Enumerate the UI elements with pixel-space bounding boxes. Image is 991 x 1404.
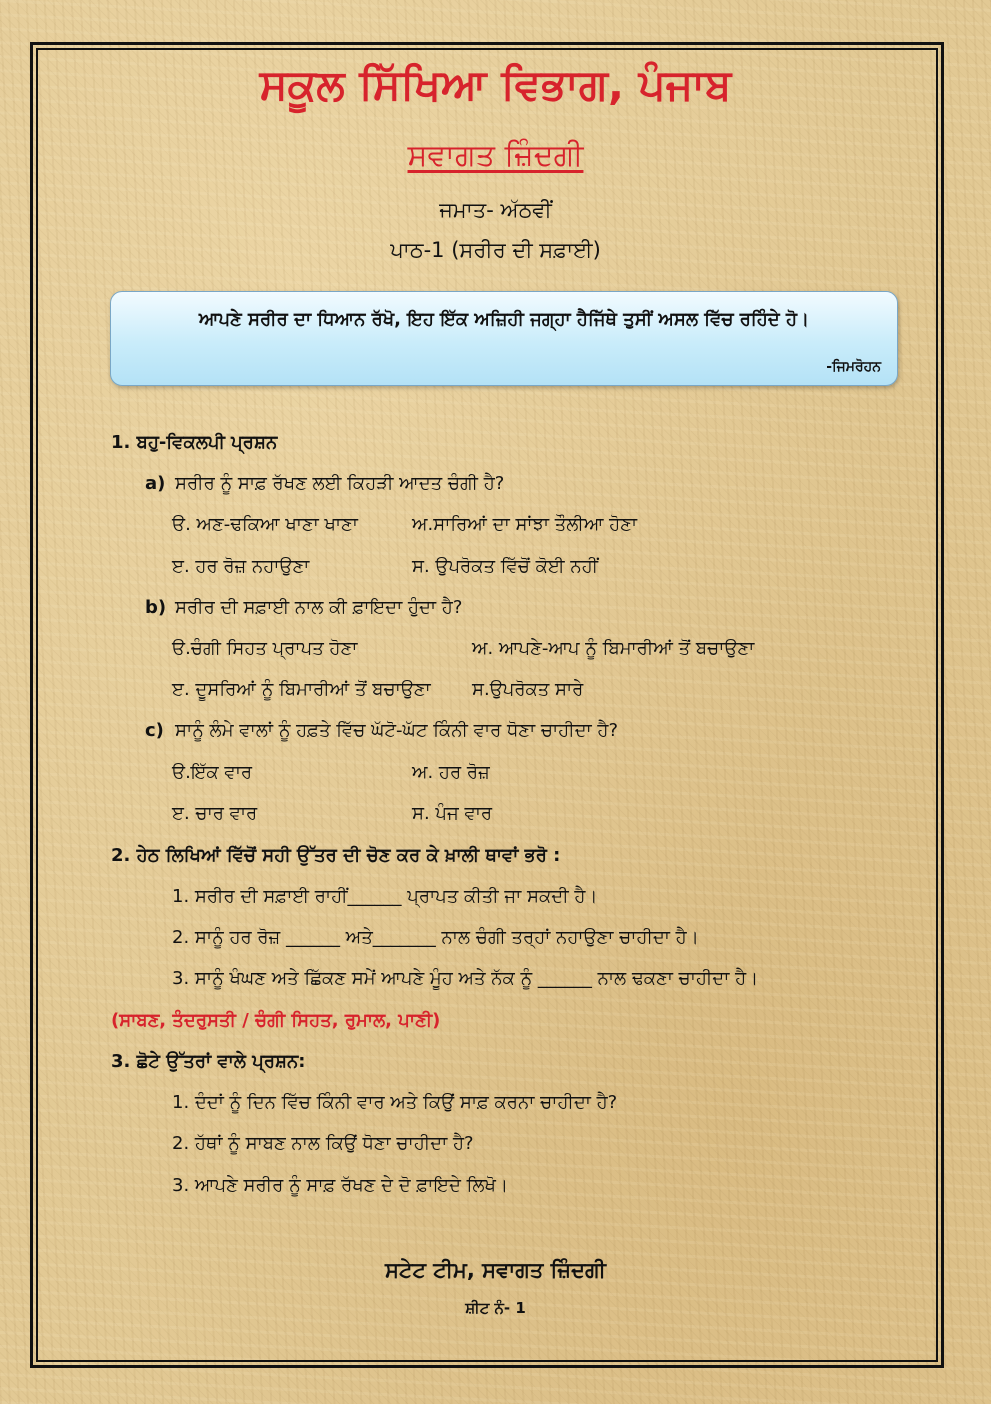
option-b2: ਅ. ਆਪਣੇ-ਆਪ ਨੂੰ ਬਿਮਾਰੀਆਂ ਤੋਂ ਬਚਾਉਣਾ [472,638,755,659]
section3-heading: 3. ਛੋਟੇ ਉੱਤਰਾਂ ਵਾਲੇ ਪ੍ਰਸ਼ਨ: [111,1051,306,1072]
option-a4: ਸ. ਉਪਰੋਕਤ ਵਿੱਚੋਂ ਕੋਈ ਨਹੀਂ [412,556,599,577]
option-c3: ੲ. ਚਾਰ ਵਾਰ [172,803,258,824]
quote-author: -ਜਿਮਰੋਹਨ [826,359,881,375]
quote-box [110,291,898,386]
option-c4: ਸ. ਪੰਜ ਵਾਰ [412,803,493,824]
fill-blank-item: 2. ਸਾਨੂੰ ਹਰ ਰੋਜ਼ ______ ਅਤੇ_______ ਨਾਲ ਚੰਗੀ ਤਰ੍ਹਾਂ ਨਹਾਉਣਾ ਚਾਹੀਦਾ ਹੈ। [172,927,699,948]
short-answer-item: 1. ਦੰਦਾਂ ਨੂੰ ਦਿਨ ਵਿੱਚ ਕਿੰਨੀ ਵਾਰ ਅਤੇ ਕਿਉਂ ਸਾਫ਼ ਕਰਨਾ ਚਾਹੀਦਾ ਹੈ? [172,1092,618,1113]
question-a [145,473,504,494]
quote-text: ਆਪਣੇ ਸਰੀਰ ਦਾ ਧਿਆਨ ਰੱਖੋ, ਇਹ ਇੱਕ ਅਜ਼ਿਹੀ ਜਗ੍ਹਾ ਹੈਜਿੱਥੇ ਤੁਸੀਂ ਅਸਲ ਵਿੱਚ ਰਹਿੰਦੇ ਹੋ। [198,309,810,330]
question-label: a) [145,473,166,494]
option-b1: ੳ.ਚੰਗੀ ਸਿਹਤ ਪ੍ਰਾਪਤ ਹੋਣਾ [172,638,358,659]
question-b [145,597,462,618]
program-subtitle: ਸਵਾਗਤ ਜ਼ਿੰਦਗੀ [407,138,584,173]
section1-heading: 1. ਬਹੁ-ਵਿਕਲਪੀ ਪ੍ਰਸ਼ਨ [111,432,278,453]
question-text: ਸਰੀਰ ਦੀ ਸਫ਼ਾਈ ਨਾਲ ਕੀ ਫ਼ਾਇਦਾ ਹੁੰਦਾ ਹੈ? [175,597,463,618]
short-answer-item: 3. ਆਪਣੇ ਸਰੀਰ ਨੂੰ ਸਾਫ਼ ਰੱਖਣ ਦੇ ਦੋ ਫ਼ਾਇਦੇ ਲਿਖੋ। [172,1175,509,1196]
footer-team: ਸਟੇਟ ਟੀਮ, ਸਵਾਗਤ ਜ਼ਿੰਦਗੀ [385,1258,606,1282]
option-c2: ਅ. ਹਰ ਰੋਜ਼ [412,762,490,783]
option-a3: ੲ. ਹਰ ਰੋਜ਼ ਨਹਾਉਣਾ [172,556,310,577]
fill-blank-item: 3. ਸਾਨੂੰ ਖੰਘਣ ਅਤੇ ਛਿੱਕਣ ਸਮੇਂ ਆਪਣੇ ਮੂੰਹ ਅਤੇ ਨੱਕ ਨੂੰ ______ ਨਾਲ ਢਕਣਾ ਚਾਹੀਦਾ ਹੈ। [172,968,759,989]
department-title: ਸਕੂਲ ਸਿੱਖਿਆ ਵਿਭਾਗ, ਪੰਜਾਬ [259,60,732,109]
question-label: b) [145,597,167,618]
lesson-line: ਪਾਠ-1 (ਸਰੀਰ ਦੀ ਸਫ਼ਾਈ) [390,238,601,262]
question-label: c) [145,720,164,741]
question-text: ਸਰੀਰ ਨੂੰ ਸਾਫ਼ ਰੱਖਣ ਲਈ ਕਿਹੜੀ ਆਦਤ ਚੰਗੀ ਹੈ? [175,473,505,494]
option-b4: ਸ.ਉਪਰੋਕਤ ਸਾਰੇ [472,679,584,700]
footer-sheet-number: ਸ਼ੀਟ ਨੰ- 1 [465,1299,526,1317]
fill-blank-item: 1. ਸਰੀਰ ਦੀ ਸਫ਼ਾਈ ਰਾਹੀਂ______ ਪ੍ਰਾਪਤ ਕੀਤੀ ਜਾ ਸਕਦੀ ਹੈ। [172,886,598,907]
option-a1: ੳ. ਅਣ-ਢਕਿਆ ਖਾਣਾ ਖਾਣਾ [172,514,358,535]
option-c1: ੳ.ਇੱਕ ਵਾਰ [172,762,253,783]
question-text: ਸਾਨੂੰ ਲੰਮੇ ਵਾਲਾਂ ਨੂੰ ਹਫ਼ਤੇ ਵਿੱਚ ਘੱਟੋ-ਘੱਟ ਕਿੰਨੀ ਵਾਰ ਧੋਣਾ ਚਾਹੀਦਾ ਹੈ? [175,720,619,741]
short-answer-item: 2. ਹੱਥਾਂ ਨੂੰ ਸਾਬਣ ਨਾਲ ਕਿਉਂ ਧੋਣਾ ਚਾਹੀਦਾ ਹੈ? [172,1133,474,1154]
question-c [145,720,618,741]
answer-bank: (ਸਾਬਣ, ਤੰਦਰੁਸਤੀ / ਚੰਗੀ ਸਿਹਤ, ਰੁਮਾਲ, ਪਾਣੀ) [111,1010,441,1031]
class-line: ਜਮਾਤ- ਅੱਠਵੀਂ [439,198,552,222]
section2-heading: 2. ਹੇਠ ਲਿਖਿਆਂ ਵਿੱਚੋਂ ਸਹੀ ਉੱਤਰ ਦੀ ਚੋਣ ਕਰ ਕੇ ਖ਼ਾਲੀ ਥਾਵਾਂ ਭਰੋ : [111,845,561,866]
option-a2: ਅ.ਸਾਰਿਆਂ ਦਾ ਸਾਂਝਾ ਤੌਲੀਆ ਹੋਣਾ [412,514,638,535]
option-b3: ੲ. ਦੂਸਰਿਆਂ ਨੂੰ ਬਿਮਾਰੀਆਂ ਤੋਂ ਬਚਾਉਣਾ [172,679,431,700]
